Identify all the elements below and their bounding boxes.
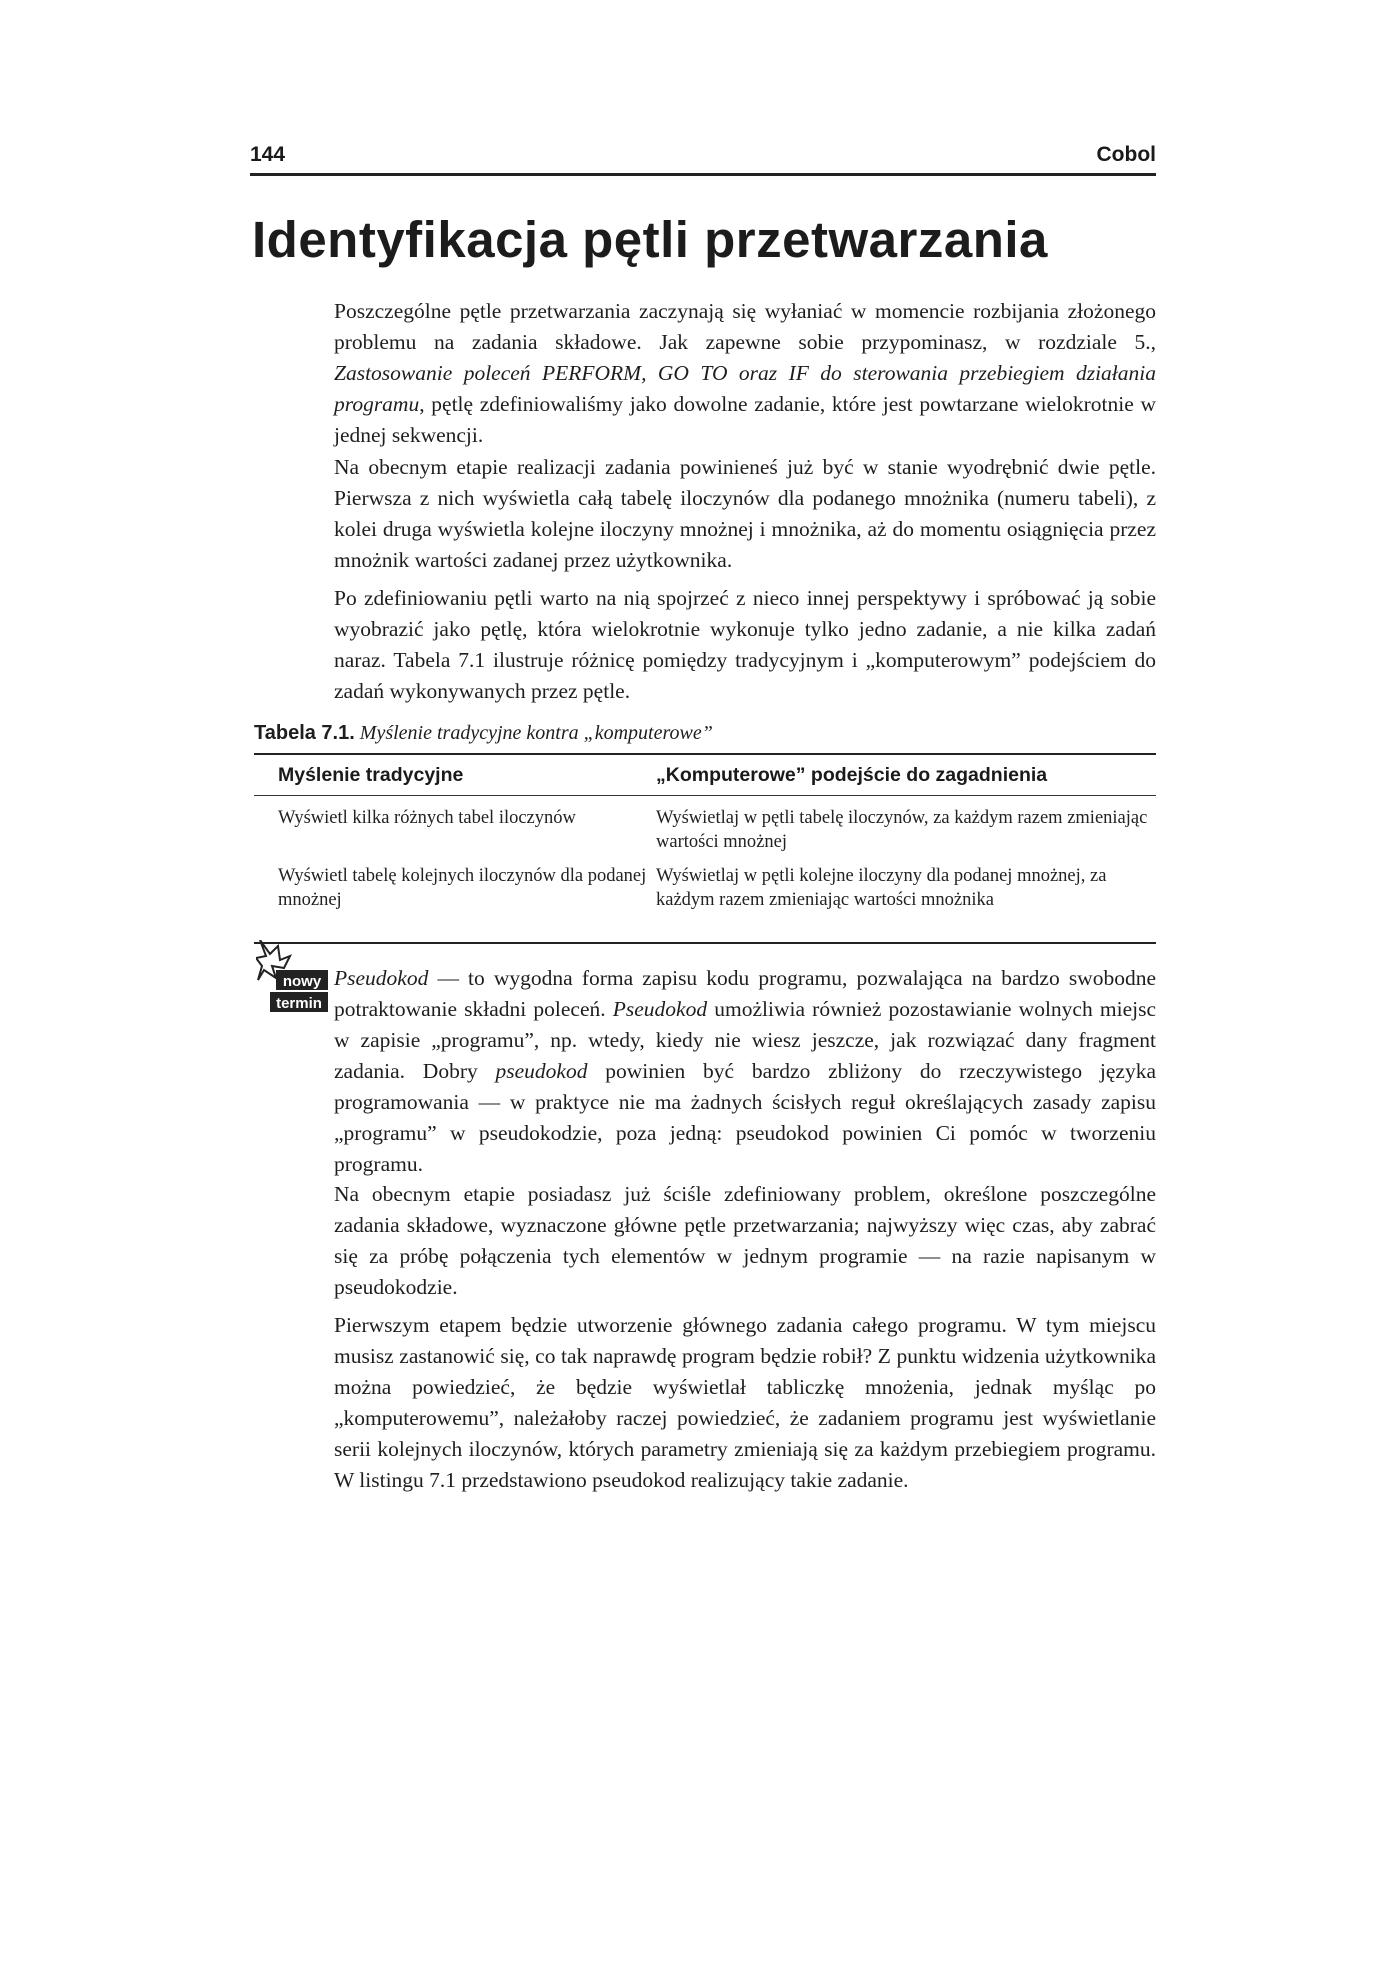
term-pseudokod: Pseudokod	[334, 966, 429, 990]
page-number: 144	[250, 143, 286, 166]
new-term-icon	[256, 940, 332, 1016]
section-title: Identyfikacja pętli przetwarzania	[252, 211, 1048, 268]
new-term-icon-label-bottom: termin	[276, 995, 322, 1012]
table-row	[254, 862, 1156, 942]
paragraph-perspective: Po zdefiniowaniu pętli warto na nią spojrzeć z nieco innej perspektywy i spróbować ją sobie wyobrazić jako pętlę, która wielokrotnie wykonuje tylko jedno zadanie, a nie kilka zadań naraz. Tabela 7.1 ilustruje różnicę pomiędzy tradycyjnym i „komputerowym” podejściem do zadań wykonywanych przez pętle.	[334, 586, 1156, 703]
new-term-icon-label-top: nowy	[282, 973, 322, 990]
table-header-cell: „Komputerowe” podejście do zagadnienia	[656, 763, 1048, 786]
paragraph-main-task: Pierwszym etapem będzie utworzenie głównego zadania całego programu. W tym miejscu musisz zastanowić się, co tak naprawdę program będzie robił? Z punktu widzenia użytkownika można powiedzieć, że będzie wyświetlał tabliczkę mnożenia, jednak myśląc po „komputerowemu”, należałoby raczej powiedzieć, że zadaniem programu jest wyświetlanie serii kolejnych iloczynów, których parametry zmieniają się za każdym przebiegiem programu. W listingu 7.1 przedstawiono pseudokod realizujący takie zadanie.	[334, 1313, 1156, 1492]
table-cell: Wyświetl kilka różnych tabel iloczynów	[278, 808, 576, 828]
table-cell: Wyświetlaj w pętli kolejne iloczyny dla podanej mnożnej, za każdym razem zmieniając wartości mnożnika	[656, 866, 1107, 910]
table-caption	[254, 722, 713, 745]
page-header	[250, 143, 1156, 176]
table-cell: Wyświetlaj w pętli tabelę iloczynów, za każdym razem zmieniając wartości mnożnej	[656, 808, 1148, 852]
table-cell: Wyświetl tabelę kolejnych iloczynów dla podanej mnożnej	[278, 866, 647, 910]
table-caption-text: Myślenie tradycyjne kontra „komputerowe”	[359, 722, 713, 744]
paragraph-pseudocode-definition: Pseudokod — to wygodna forma zapisu kodu programu, pozwalająca na bardzo swobodne potraktowanie składni poleceń. Pseudokod umożliwia również pozostawianie wolnych miejsc w zapisie „programu”, np. wtedy, kiedy nie wiesz jeszcze, jak rozwiązać dany fragment zadania. Dobry pseudokod powinien być bardzo zbliżony do rzeczywistego języka programowania — w praktyce nie ma żadnych ścisłych reguł określających zasady zapisu „programu” w pseudokodzie, poza jedną: pseudokod powinien Ci pomóc w tworzeniu programu.	[334, 966, 1156, 1176]
paragraph-loops: Na obecnym etapie realizacji zadania powinieneś już być w stanie wyodrębnić dwie pętle. Pierwsza z nich wyświetla całą tabelę iloczynów dla podanego mnożnika (numeru tabeli), z kolei druga wyświetla kolejne iloczyny mnożnej i mnożnika, aż do momentu osiągnięcia przez mnożnik wartości zadanej przez użytkownika.	[334, 455, 1156, 572]
running-title: Cobol	[1096, 143, 1156, 166]
chapter-reference: Zastosowanie poleceń PERFORM, GO TO oraz IF do sterowania przebiegiem działania programu	[334, 361, 1156, 416]
table-caption-label: Tabela 7.1.	[254, 722, 355, 744]
table-header-row	[254, 755, 1156, 796]
paragraph-intro: Poszczególne pętle przetwarzania zaczynają się wyłaniać w momencie rozbijania złożonego problemu na zadania składowe. Jak zapewne sobie przypominasz, w rozdziale 5., Zastosowanie poleceń PERFORM, GO TO oraz IF do sterowania przebiegiem działania programu, pętlę zdefiniowaliśmy jako dowolne zadanie, które jest powtarzane wielokrotnie w jednej sekwencji.	[334, 299, 1156, 447]
paragraph-next-step: Na obecnym etapie posiadasz już ściśle zdefiniowany problem, określone poszczególne zadania składowe, wyznaczone główne pętle przetwarzania; najwyższy więc czas, aby zabrać się za próbę połączenia tych elementów w jednym programie — na razie napisanym w pseudokodzie.	[334, 1182, 1156, 1299]
table-header-cell: Myślenie tradycyjne	[278, 763, 464, 786]
comparison-table	[254, 753, 1156, 944]
table-row	[254, 796, 1156, 862]
